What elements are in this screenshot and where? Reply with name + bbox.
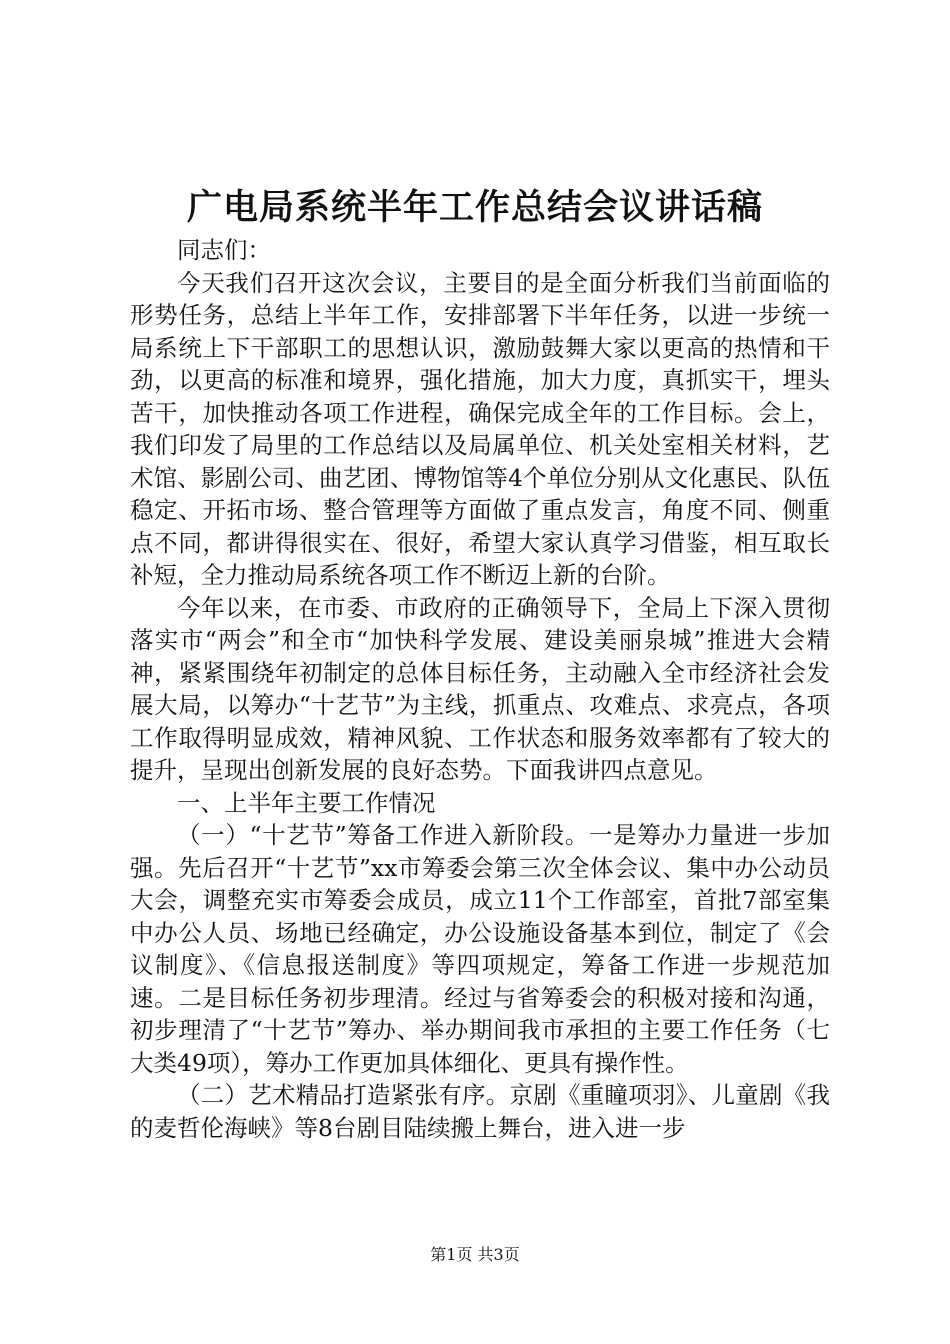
document-title: 广电局系统半年工作总结会议讲话稿 <box>186 187 763 228</box>
section-heading: 一、上半年主要工作情况 <box>177 788 436 817</box>
document-body <box>130 234 830 1144</box>
subsection-paragraph-2: （二）艺术精品打造紧张有序。京剧《重瞳项羽》、儿童剧《我的麦哲伦海峡》等8台剧目陆续搬上舞台，进入进一步 <box>130 1081 830 1142</box>
overview-paragraph: 今年以来，在市委、市政府的正确领导下，全局上下深入贯彻落实市“两会”和全市“加快科学发展、建设美丽泉城”推进大会精神，紧紧围绕年初制定的总体目标任务，主动融入全市经济社会发展大局，以筹办“十艺节”为主线，抓重点、攻难点、求亮点，各项工作取得明显成效，精神风貌、工作状态和服务效率都有了较大的提升，呈现出创新发展的良好态势。下面我讲四点意见。 <box>130 593 830 784</box>
page-footer: 第1页 共3页 <box>430 1245 520 1264</box>
salutation-paragraph: 同志们： <box>177 236 271 264</box>
subsection-paragraph-1: （一）“十艺节”筹备工作进入新阶段。一是筹办力量进一步加强。先后召开“十艺节”xx市筹委会第三次全体会议、集中办公动员大会，调整充实市筹委会成员，成立11个工作部室，首批7部室集中办公人员、场地已经确定，办公设施设备基本到位，制定了《会议制度》、《信息报送制度》等四项规定，筹备工作进一步规范加速。二是目标任务初步理清。经过与省筹委会的积极对接和沟通，初步理清了“十艺节”筹办、举办期间我市承担的主要工作任务（七大类49项），筹办工作更加具体细化、更具有操作性。 <box>130 821 830 1077</box>
intro-paragraph: 今天我们召开这次会议，主要目的是全面分析我们当前面临的形势任务，总结上半年工作，安排部署下半年任务，以进一步统一局系统上下干部职工的思想认识，激励鼓舞大家以更高的热情和干劲，以更高的标准和境界，强化措施，加大力度，真抓实干，埋头苦干，加快推动各项工作进程，确保完成全年的工作目标。会上，我们印发了局里的工作总结以及局属单位、机关处室相关材料，艺术馆、影剧公司、曲艺团、博物馆等4个单位分别从文化惠民、队伍稳定、开拓市场、整合管理等方面做了重点发言，角度不同、侧重点不同，都讲得很实在、很好，希望大家认真学习借鉴，相互取长补短，全力推动局系统各项工作不断迈上新的台阶。 <box>130 268 830 589</box>
